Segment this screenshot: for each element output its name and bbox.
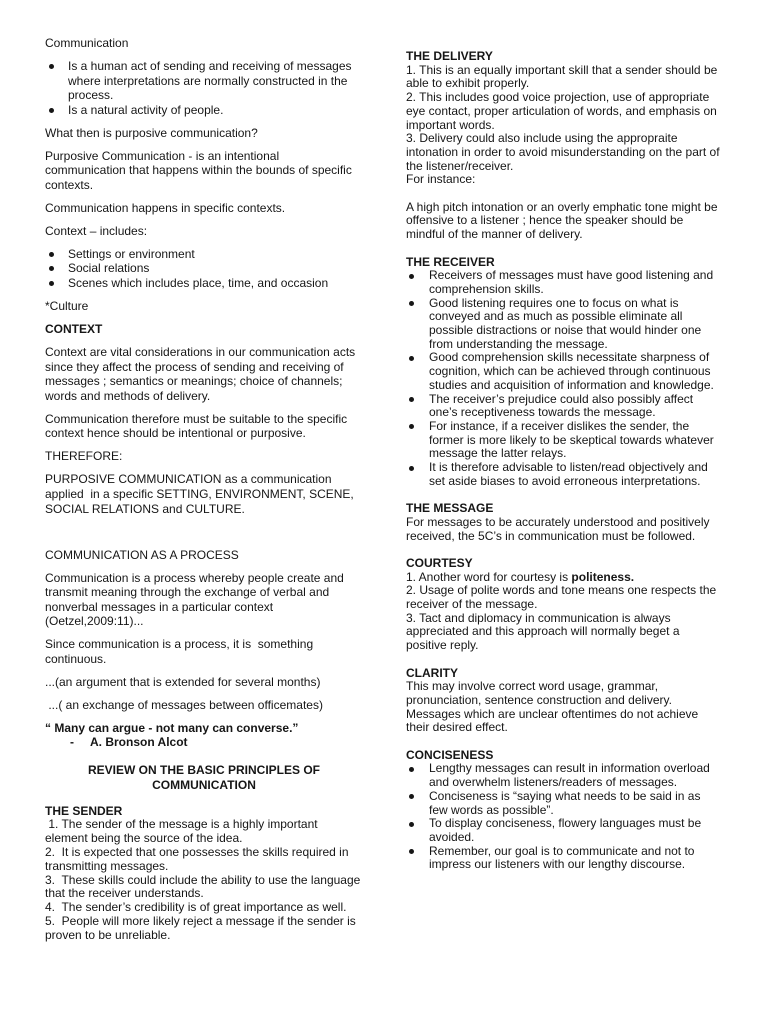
list-item-text: To display conciseness, flowery languages must be avoided. bbox=[429, 816, 702, 844]
list-item bbox=[45, 261, 363, 276]
bullet-icon bbox=[409, 424, 414, 429]
quote-block bbox=[45, 721, 363, 750]
list-item bbox=[45, 247, 363, 262]
intro-bullet-list bbox=[45, 59, 363, 117]
list-item-text: Good listening requires one to focus on what is conveyed and as much as possible eliminate all possible distractions or noise that would hinder one from understanding the message. bbox=[429, 295, 702, 351]
review-heading: REVIEW ON THE BASIC PRINCIPLES OF COMMUNICATION bbox=[87, 763, 321, 792]
receiver-section bbox=[406, 256, 720, 489]
list-item-text: Scenes which includes place, time, and occasion bbox=[68, 276, 329, 291]
courtesy-point-text: 1. Another word for courtesy is bbox=[406, 569, 572, 584]
list-item-text: For instance, if a receiver dislikes the sender, the former is more likely to be skeptical towards whatever message the latter relays. bbox=[429, 418, 714, 461]
bullet-icon bbox=[49, 108, 54, 113]
process-continuous: Since communication is a process, it is something continuous. bbox=[45, 637, 317, 666]
list-item-text: Lengthy messages can result in information overload and overwhelm listeners/readers of messages. bbox=[429, 761, 710, 790]
quote-text: “ Many can argue - not many can converse.” bbox=[45, 720, 299, 735]
process-example: ...( an exchange of messages between officemates) bbox=[45, 697, 323, 712]
delivery-point: 3. Delivery could also include using the appropraite intonation in order to avoid misunderstanding on the part of the listener/receiver. bbox=[406, 131, 720, 173]
courtesy-heading: COURTESY bbox=[406, 555, 473, 570]
contexts-statement: Communication happens in specific contexts. bbox=[45, 200, 286, 215]
list-item-text: Is a human act of sending and receiving of messages where interpretations are normally constructed in the process. bbox=[68, 58, 352, 103]
sender-heading: THE SENDER bbox=[45, 803, 123, 818]
message-heading: THE MESSAGE bbox=[406, 501, 494, 516]
bullet-icon bbox=[409, 301, 414, 306]
sender-section bbox=[45, 805, 363, 943]
suitability-paragraph: Communication therefore must be suitable to the specific context hence should be intentional or purposive. bbox=[45, 411, 348, 441]
list-item-text: It is therefore advisable to listen/read objectively and set aside biases to avoid erroneous interpretations. bbox=[429, 460, 708, 488]
clarity-heading: CLARITY bbox=[406, 665, 458, 680]
courtesy-point-emphasis: politeness. bbox=[571, 569, 635, 584]
bullet-icon bbox=[409, 794, 414, 799]
context-includes-label: Context – includes: bbox=[45, 223, 148, 238]
bullet-icon bbox=[49, 252, 54, 257]
bullet-icon bbox=[409, 822, 414, 827]
process-definition: Communication is a process whereby people create and transmit meaning through the exchange of verbal and nonverbal messages in a particular context (Oetzel,2009:11)... bbox=[45, 570, 344, 629]
context-heading: CONTEXT bbox=[45, 322, 103, 337]
list-item-text: Is a natural activity of people. bbox=[68, 102, 224, 117]
definition-paragraph: Purposive Communication - is an intentional communication that happens within the bounds of specific contexts. bbox=[45, 148, 352, 192]
courtesy-point: 2. Usage of polite words and tone means one respects the receiver of the message. bbox=[406, 583, 717, 612]
process-heading: COMMUNICATION AS A PROCESS bbox=[45, 547, 239, 562]
for-instance-label: For instance: bbox=[406, 172, 476, 187]
question-text: What then is purposive communication? bbox=[45, 125, 258, 140]
list-item-text: Good comprehension skills necessitate sharpness of cognition, which can be achieved through continuous studies and acquisition of information and knowledge. bbox=[429, 350, 714, 392]
list-item bbox=[406, 269, 720, 296]
quote-author: A. Bronson Alcot bbox=[90, 735, 188, 750]
courtesy-section bbox=[406, 557, 720, 653]
list-item bbox=[406, 393, 720, 420]
bullet-icon bbox=[409, 356, 414, 361]
sender-point: 5. People will more likely reject a message if the sender is proven to be unreliable. bbox=[45, 914, 360, 942]
list-item-text: The receiver’s prejudice could also possibly affect one’s receptiveness towards the message. bbox=[429, 391, 694, 420]
bullet-icon bbox=[409, 397, 414, 402]
list-item-text: Settings or environment bbox=[68, 246, 195, 261]
receiver-bullet-list bbox=[406, 269, 720, 488]
sender-point: 4. The sender’s credibility is of great importance as well. bbox=[45, 900, 347, 915]
delivery-section bbox=[406, 50, 720, 242]
list-item-text: Receivers of messages must have good listening and comprehension skills. bbox=[429, 268, 714, 296]
delivery-point: 2. This includes good voice projection, use of appropriate eye contact, proper articulation of words, and emphasis on important words. bbox=[406, 90, 717, 132]
communication-title: Communication bbox=[45, 36, 129, 50]
bullet-icon bbox=[49, 281, 54, 286]
list-item bbox=[406, 845, 720, 872]
delivery-heading: THE DELIVERY bbox=[406, 49, 493, 63]
bullet-icon bbox=[409, 767, 414, 772]
conciseness-section bbox=[406, 749, 720, 872]
quote-author-dash: - bbox=[70, 735, 74, 750]
list-item bbox=[45, 59, 363, 103]
list-item bbox=[406, 351, 720, 392]
context-paragraph: Context are vital considerations in our communication acts since they affect the process of sending and receiving of messages ; semantics or meanings; choice of channels; words and methods of delivery. bbox=[45, 345, 356, 403]
bullet-icon bbox=[409, 849, 414, 854]
list-item bbox=[406, 297, 720, 352]
sender-point: 2. It is expected that one possesses the skills required in transmitting messages. bbox=[45, 845, 352, 873]
list-item bbox=[406, 790, 720, 817]
list-item bbox=[45, 276, 363, 291]
courtesy-point: 3. Tact and diplomacy in communication is always appreciated and this approach will normally beget a positive reply. bbox=[406, 610, 680, 653]
clarity-section bbox=[406, 667, 720, 736]
list-item bbox=[406, 461, 720, 488]
list-item-text: Social relations bbox=[68, 261, 150, 276]
bullet-icon bbox=[49, 266, 54, 271]
receiver-heading: THE RECEIVER bbox=[406, 254, 495, 269]
sender-point: 1. The sender of the message is a highly important element being the source of the idea. bbox=[45, 817, 321, 846]
list-item-text: Conciseness is “saying what needs to be said in as few words as possible”. bbox=[429, 788, 701, 817]
process-example: ...(an argument that is extended for several months) bbox=[45, 674, 321, 689]
list-item bbox=[406, 762, 720, 789]
conciseness-bullet-list bbox=[406, 762, 720, 872]
list-item bbox=[406, 817, 720, 844]
culture-note: *Culture bbox=[45, 299, 89, 314]
bullet-icon bbox=[409, 274, 414, 279]
list-item-text: Remember, our goal is to communicate and not to impress our listeners with our lengthy discourse. bbox=[429, 843, 695, 872]
right-column bbox=[406, 50, 720, 872]
message-text: For messages to be accurately understood and positively received, the 5C’s in communication must be followed. bbox=[406, 514, 710, 543]
quote-author-line bbox=[45, 735, 363, 750]
list-item bbox=[45, 103, 363, 118]
bullet-icon bbox=[409, 466, 414, 471]
sender-point: 3. These skills could include the ability to use the language that the receiver understands. bbox=[45, 872, 364, 901]
list-item bbox=[406, 420, 720, 461]
therefore-label: THEREFORE: bbox=[45, 449, 123, 464]
clarity-text: This may involve correct word usage, grammar, pronunciation, sentence construction and delivery. Messages which are unclear oftentimes do not achieve their desired effect. bbox=[406, 679, 699, 735]
context-includes-list bbox=[45, 247, 363, 291]
conciseness-heading: CONCISENESS bbox=[406, 747, 494, 762]
left-column bbox=[45, 36, 363, 943]
delivery-point: 1. This is an equally important skill that a sender should be able to exhibit properly. bbox=[406, 62, 718, 91]
bullet-icon bbox=[49, 64, 54, 69]
delivery-example: A high pitch intonation or an overly emphatic tone might be offensive to a listener ; hence the speaker should be mindful of the manner of delivery. bbox=[406, 199, 718, 242]
therefore-text: PURPOSIVE COMMUNICATION as a communication applied in a specific SETTING, ENVIRONMENT, SCENE, SOCIAL RELATIONS and CULTURE. bbox=[45, 472, 358, 516]
courtesy-point bbox=[406, 571, 720, 585]
message-section bbox=[406, 502, 720, 543]
